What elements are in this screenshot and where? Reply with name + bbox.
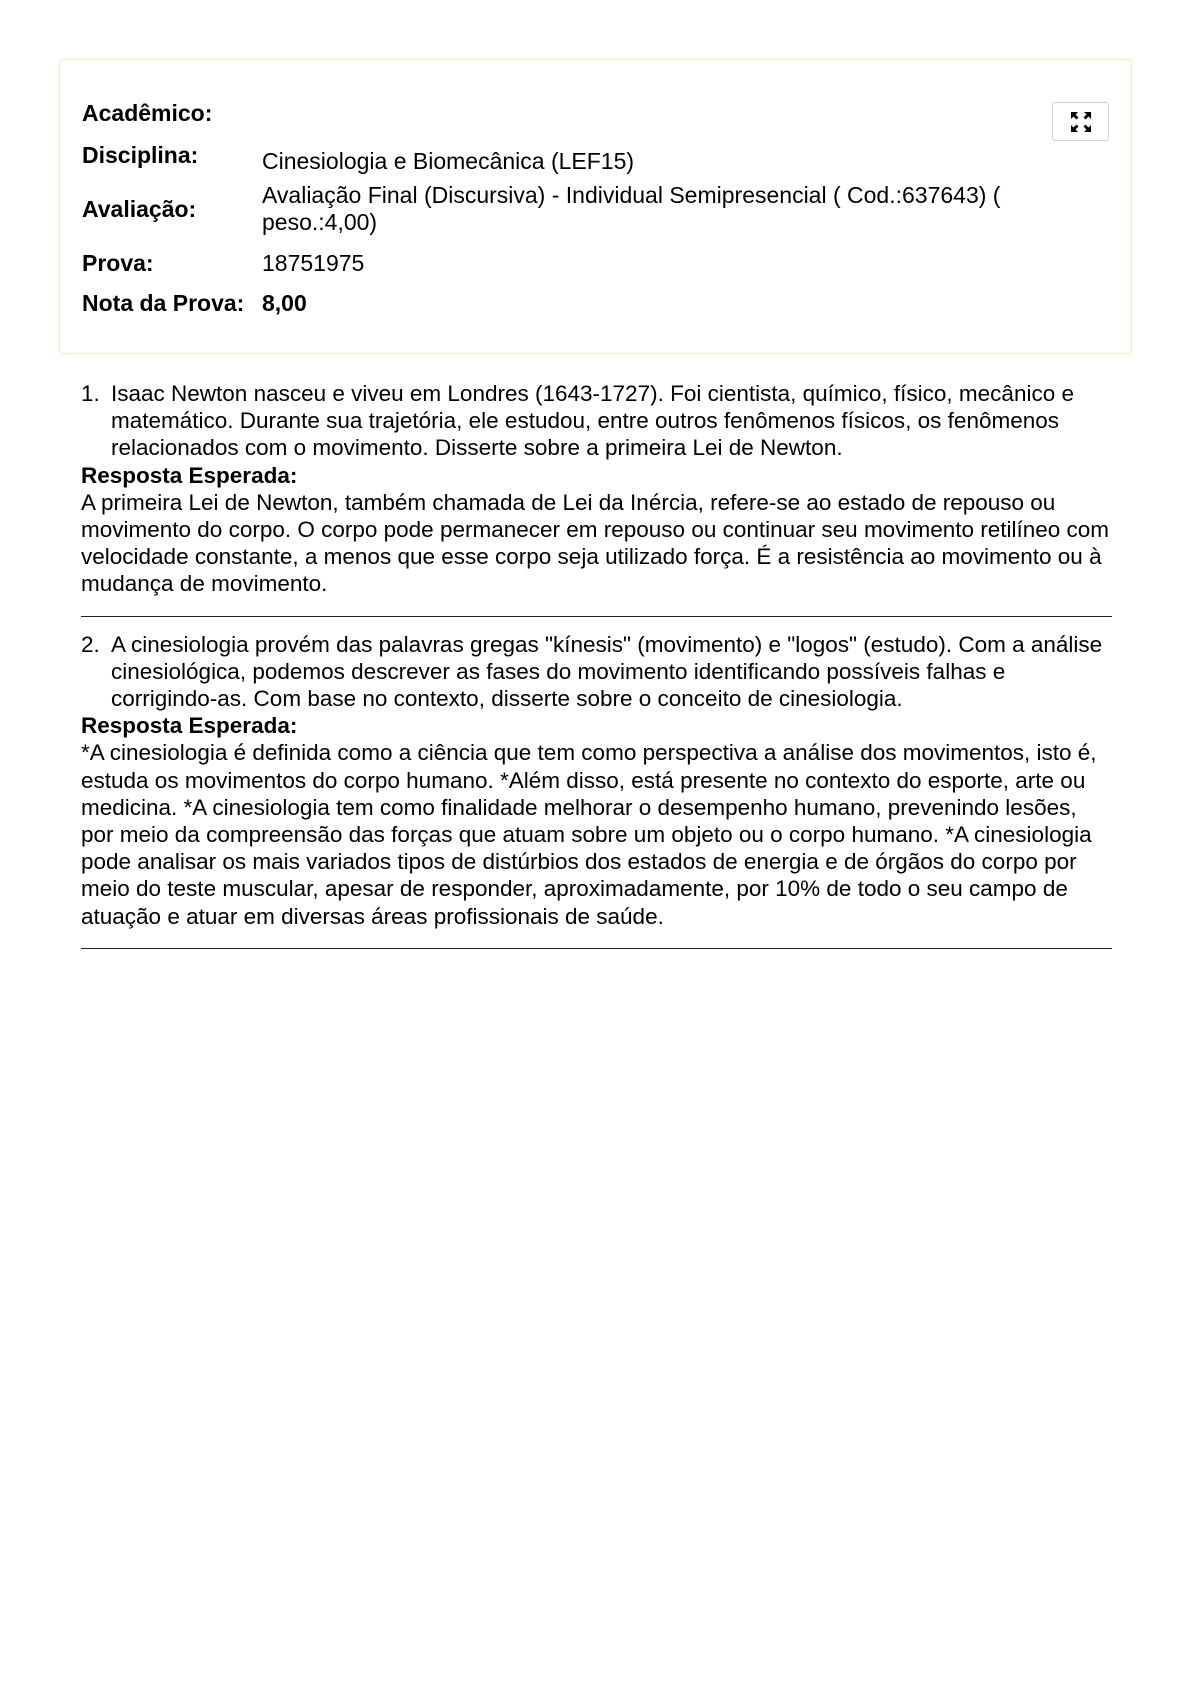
question-number: 1.: [81, 381, 100, 406]
question-text: [81, 380, 1112, 462]
questions-list: [81, 380, 1112, 963]
question-item: [81, 631, 1112, 930]
answer-label: Resposta Esperada:: [81, 713, 298, 739]
avaliacao-label: Avaliação:: [82, 196, 197, 222]
question-statement: Isaac Newton nasceu e viveu em Londres (1643-1727). Foi cientista, químico, físico, mecânico e matemático. Durante sua trajetória, ele estudou, entre outros fenômenos físicos, os fenômenos relacionados com o movimento. Disserte sobre a primeira Lei de Newton.: [111, 381, 1074, 461]
nota-value: 8,00: [262, 290, 307, 316]
avaliacao-value-line2: peso.:4,00): [262, 209, 378, 235]
question-divider: [81, 616, 1112, 617]
prova-label: Prova:: [82, 250, 154, 276]
question-divider: [81, 948, 1112, 949]
expected-answer: A primeira Lei de Newton, também chamada de Lei da Inércia, refere-se ao estado de repouso ou movimento do corpo. O corpo pode permanecer em repouso ou continuar seu movimento retilíneo com velocidade constante, a menos que esse corpo seja utilizado força. É a resistência ao movimento ou à mudança de movimento.: [81, 489, 1110, 597]
expand-arrows-icon: [1070, 111, 1092, 133]
disciplina-value: Cinesiologia e Biomecânica (LEF15): [262, 148, 635, 174]
answer-label: Resposta Esperada:: [81, 462, 298, 488]
question-statement: A cinesiologia provém das palavras gregas "kínesis" (movimento) e "logos" (estudo). Com a análise cinesiológica, podemos descrever as fases do movimento identificando possíveis falhas e corrigindo-as. Com base no contexto, disserte sobre o conceito de cinesiologia.: [111, 631, 1103, 712]
nota-label: Nota da Prova:: [82, 290, 245, 316]
question-number: 2.: [81, 631, 100, 657]
question-text: [81, 631, 1112, 713]
prova-value: 18751975: [262, 250, 365, 276]
expected-answer: *A cinesiologia é definida como a ciência que tem como perspectiva a análise dos movimentos, isto é, estuda os movimentos do corpo humano. *Além disso, está presente no contexto do esporte, arte ou medicina. *A cinesiologia tem como finalidade melhorar o desempenho humano, prevenindo lesões, por meio da compreensão das forças que atuam sobre um objeto ou o corpo humano. *A cinesiologia pode analisar os mais variados tipos de distúrbios dos estados de energia e de órgãos do corpo por meio do teste muscular, apesar de responder, aproximadamente, por 10% de todo o seu campo de atuação e atuar em diversas áreas profissionais de saúde.: [81, 740, 1097, 929]
expand-button[interactable]: [1052, 102, 1109, 141]
academico-label: Acadêmico:: [82, 100, 213, 126]
question-item: [81, 380, 1112, 598]
disciplina-label: Disciplina:: [82, 142, 199, 168]
avaliacao-value-line1: Avaliação Final (Discursiva) - Individual Semipresencial ( Cod.:637643) (: [262, 182, 1001, 208]
